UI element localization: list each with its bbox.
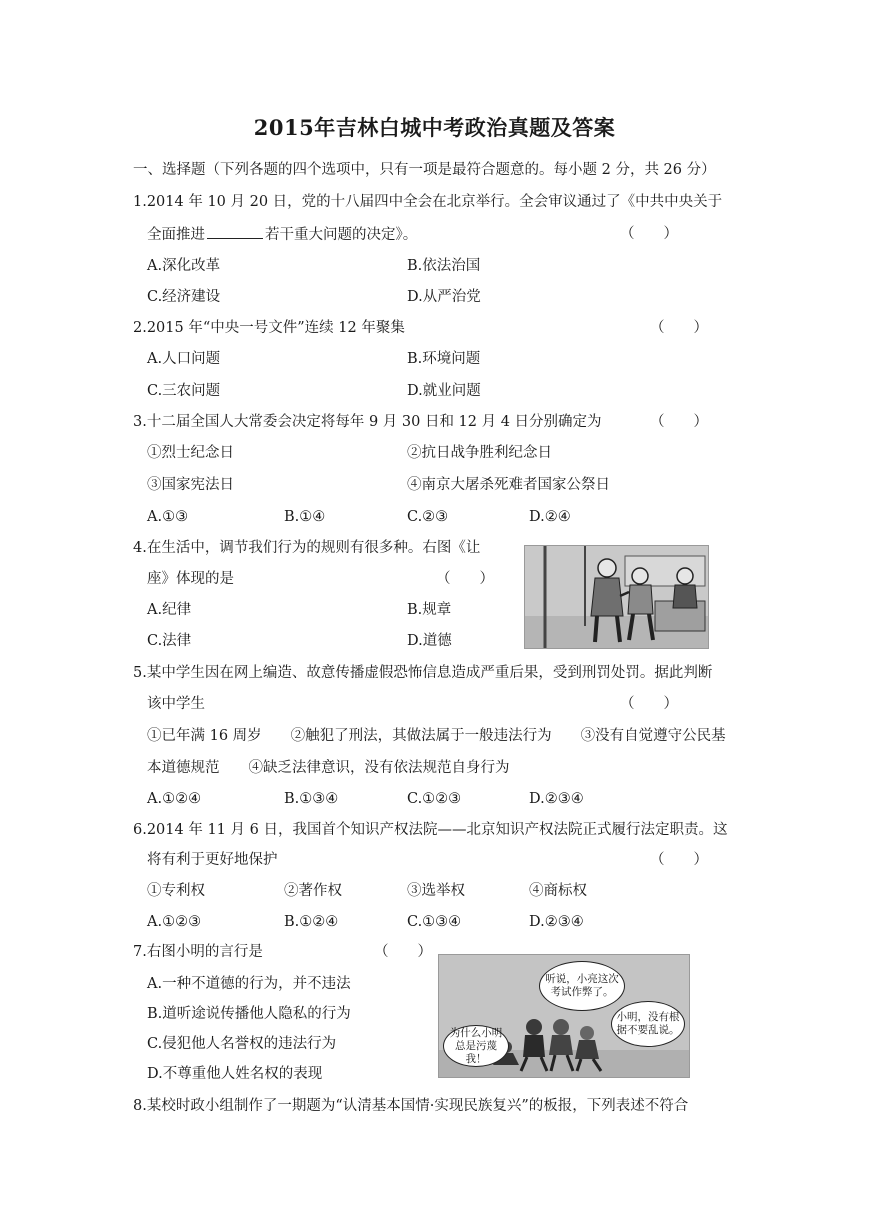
q7-bubble-complaint: 为什么小明总是污蔑我！ (443, 1025, 509, 1067)
q3-answer-paren: （ ） (650, 414, 708, 430)
q2-option-d: D.就业问题 (407, 383, 481, 399)
q3-option-a: A.①③ (147, 509, 189, 525)
q4-stem-line1: 4.在生活中，调节我们行为的规则有很多种。右图《让 (133, 540, 481, 556)
q1-stem-line1: 1.2014 年 10 月 20 日，党的十八届四中全会在北京举行。全会审议通过了《中共中央关于 (133, 194, 723, 210)
q6-answer-paren: （ ） (650, 852, 708, 868)
q7-option-a: A.一种不道德的行为，并不违法 (147, 976, 351, 992)
q1-option-c: C.经济建设 (147, 289, 221, 305)
q1-stem-line2 (147, 224, 417, 245)
q6-statement-4: ④商标权 (529, 883, 587, 899)
q5-answer-paren: （ ） (620, 696, 678, 712)
q4-option-c: C.法律 (147, 633, 192, 649)
q1-option-a: A.深化改革 (147, 258, 221, 274)
q3-option-b: B.①④ (284, 509, 326, 525)
q3-statement-1: ①烈士纪念日 (147, 445, 234, 461)
q3-option-d: D.②④ (529, 509, 571, 525)
q3-statement-4: ④南京大屠杀死难者国家公祭日 (407, 477, 610, 493)
q2-stem: 2.2015 年“中央一号文件”连续 12 年聚集 (133, 320, 405, 336)
q4-option-d: D.道德 (407, 633, 452, 649)
q7-bubble-warning: 小明，没有根据不要乱说。 (611, 1001, 685, 1047)
q1-stem-line2a: 全面推进 (147, 227, 205, 243)
q5-stem-line1: 5.某中学生因在网上编造、故意传播虚假恐怖信息造成严重后果，受到刑罚处罚。据此判断 (133, 665, 713, 681)
q3-statement-3: ③国家宪法日 (147, 477, 234, 493)
q7-option-c: C.侵犯他人名誉权的违法行为 (147, 1036, 337, 1052)
q6-statement-2: ②著作权 (284, 883, 342, 899)
q1-stem-line2b: 若干重大问题的决定》。 (265, 227, 418, 243)
q2-answer-paren: （ ） (650, 320, 708, 336)
q5-option-b: B.①③④ (284, 791, 339, 807)
q4-answer-paren: （ ） (436, 571, 494, 587)
q8-stem-line1: 8.某校时政小组制作了一期题为“认清基本国情·实现民族复兴”的板报，下列表述不符合 (133, 1098, 689, 1114)
q1-option-d: D.从严治党 (407, 289, 481, 305)
q5-option-d: D.②③④ (529, 791, 584, 807)
seat-cartoon-icon (525, 546, 708, 648)
q2-option-a: A.人口问题 (147, 351, 221, 367)
q6-stem-line2: 将有利于更好地保护 (147, 852, 278, 868)
q3-option-c: C.②③ (407, 509, 449, 525)
q6-stem-line1: 6.2014 年 11 月 6 日，我国首个知识产权法院——北京知识产权法院正式履行法定职责。这 (133, 822, 728, 838)
page-title: 2015年吉林白城中考政治真题及答案 (253, 115, 616, 140)
q4-option-a: A.纪律 (147, 602, 192, 618)
q3-statement-2: ②抗日战争胜利纪念日 (407, 445, 552, 461)
q1-answer-blank (207, 224, 263, 239)
q6-statement-1: ①专利权 (147, 883, 205, 899)
q7-stem: 7.右图小明的言行是 (133, 944, 263, 960)
q7-answer-paren: （ ） (374, 944, 432, 960)
q5-statements-line1: ①已年满 16 周岁 ②触犯了刑法，其做法属于一般违法行为 ③没有自觉遵守公民基 (147, 728, 726, 744)
q7-option-d: D.不尊重他人姓名权的表现 (147, 1066, 323, 1082)
q4-stem-line2: 座》体现的是 (147, 571, 234, 587)
q5-option-c: C.①②③ (407, 791, 462, 807)
q5-option-a: A.①②④ (147, 791, 202, 807)
q7-option-b: B.道听途说传播他人隐私的行为 (147, 1006, 351, 1022)
q7-cartoon-illustration (438, 954, 690, 1078)
q6-statement-3: ③选举权 (407, 883, 465, 899)
q7-bubble-gossip: 听说，小亮这次考试作弊了。 (539, 961, 625, 1011)
q6-option-c: C.①③④ (407, 914, 462, 930)
q6-option-d: D.②③④ (529, 914, 584, 930)
q6-option-b: B.①②④ (284, 914, 339, 930)
q2-option-b: B.环境问题 (407, 351, 481, 367)
q5-stem-line2: 该中学生 (147, 696, 205, 712)
q2-option-c: C.三农问题 (147, 383, 221, 399)
q1-answer-paren: （ ） (620, 226, 678, 242)
section-header: 一、选择题（下列各题的四个选项中，只有一项是最符合题意的。每小题 2 分，共 26 分） (133, 162, 716, 178)
q3-stem: 3.十二届全国人大常委会决定将每年 9 月 30 日和 12 月 4 日分别确定为 (133, 414, 602, 430)
q4-option-b: B.规章 (407, 602, 452, 618)
q6-option-a: A.①②③ (147, 914, 202, 930)
q1-option-b: B.依法治国 (407, 258, 481, 274)
q5-statements-line2: 本道德规范 ④缺乏法律意识，没有依法规范自身行为 (147, 760, 510, 776)
q4-seat-illustration (524, 545, 709, 649)
